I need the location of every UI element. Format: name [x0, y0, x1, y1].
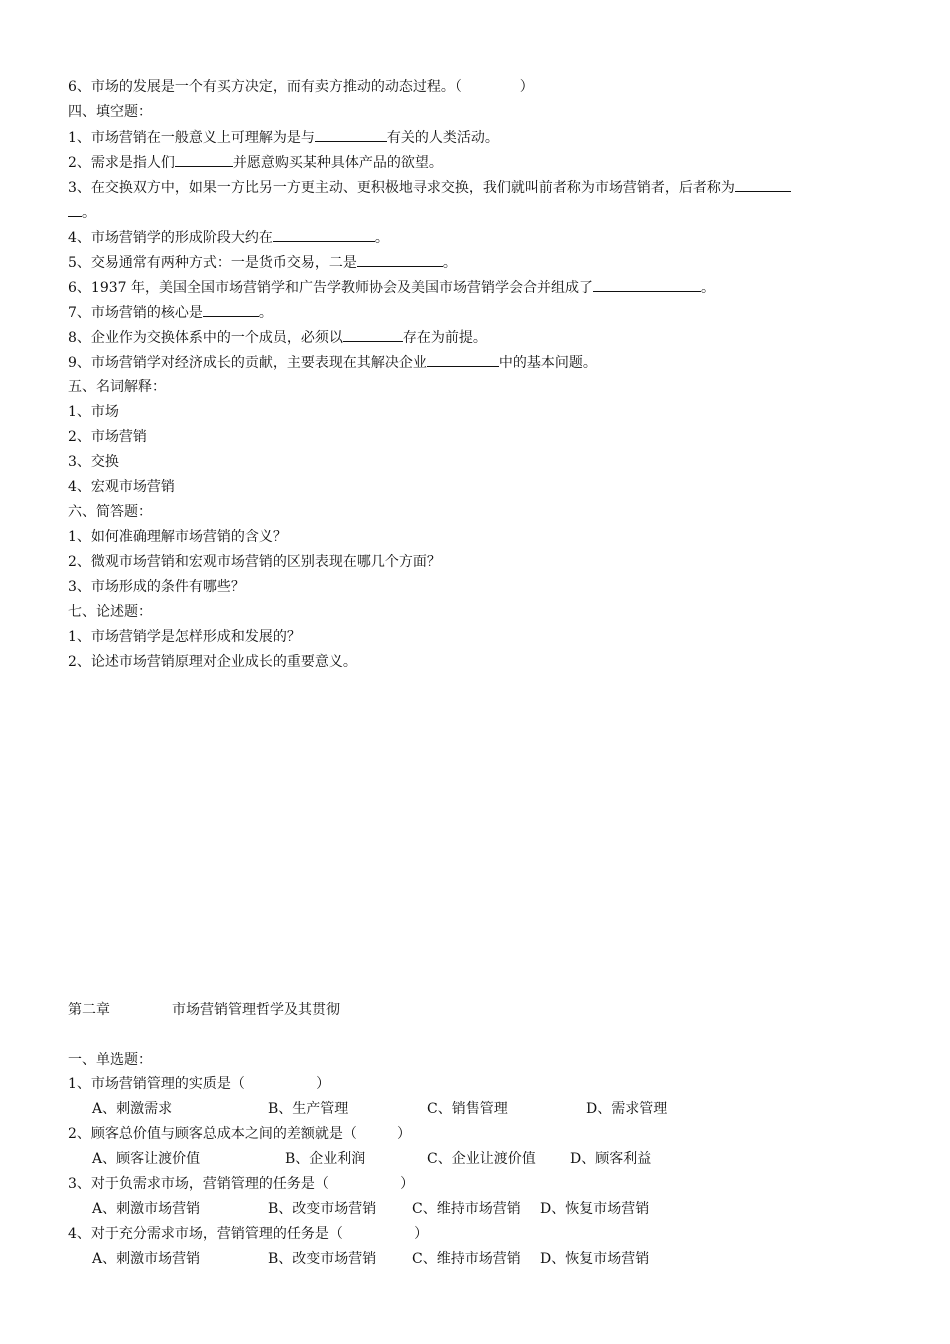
terms-section-title: 五、名词解释： [68, 379, 166, 395]
fill-text: 4、市场营销学的形成阶段大约在 [68, 230, 273, 246]
choice-option[interactable]: B、改变市场营销 [268, 1201, 377, 1217]
term-item: 3、交换 [68, 454, 119, 470]
answer-blank[interactable] [175, 152, 233, 167]
fill-question-1 [68, 127, 499, 148]
fill-text: 2、需求是指人们 [68, 155, 175, 171]
choice-option[interactable]: C、维持市场营销 [412, 1201, 521, 1217]
answer-blank[interactable] [203, 302, 259, 317]
answer-blank[interactable] [315, 127, 387, 142]
fill-question-3-continued [68, 202, 96, 223]
fill-question-4 [68, 227, 389, 248]
fill-question-7 [68, 302, 273, 323]
answer-blank[interactable] [427, 352, 499, 367]
short-answer-item: 3、市场形成的条件有哪些？ [68, 579, 245, 595]
choice-option[interactable]: C、维持市场营销 [412, 1251, 521, 1267]
answer-blank[interactable] [273, 227, 375, 242]
choice-option[interactable]: A、顾客让渡价值 [92, 1151, 201, 1167]
choice-option[interactable]: B、改变市场营销 [268, 1251, 377, 1267]
fill-text: 9、市场营销学对经济成长的贡献，主要表现在其解决企业 [68, 355, 427, 371]
short-answer-section-title: 六、简答题： [68, 504, 152, 520]
judge-question-6: 6、市场的发展是一个有买方决定，而有卖方推动的动态过程。（ ） [68, 79, 534, 95]
choice-option[interactable]: C、销售管理 [427, 1101, 508, 1117]
choice-option[interactable]: B、生产管理 [268, 1101, 349, 1117]
fill-text: 并愿意购买某种具体产品的欲望。 [232, 155, 443, 171]
choice-question-4: 4、对于充分需求市场，营销管理的任务是（ ） [68, 1226, 429, 1242]
choice-option[interactable]: B、企业利润 [285, 1151, 366, 1167]
chapter-number: 第二章 [68, 1002, 110, 1018]
fill-text: 。 [700, 280, 715, 296]
answer-blank[interactable] [735, 177, 791, 192]
fill-question-5 [68, 252, 457, 273]
fill-text: 5、交易通常有两种方式：一是货币交易，二是 [68, 255, 357, 271]
term-item: 2、市场营销 [68, 429, 147, 445]
choice-option[interactable]: D、恢复市场营销 [540, 1251, 650, 1267]
choice-question-1: 1、市场营销管理的实质是（ ） [68, 1076, 331, 1092]
fill-text: 。 [258, 305, 273, 321]
essay-item: 2、论述市场营销原理对企业成长的重要意义。 [68, 654, 357, 670]
fill-text: 6、1937 年，美国全国市场营销学和广告学教师协会及美国市场营销学会合并组成了 [68, 280, 593, 296]
fill-text: 中的基本问题。 [498, 355, 597, 371]
short-answer-item: 2、微观市场营销和宏观市场营销的区别表现在哪几个方面？ [68, 554, 441, 570]
essay-item: 1、市场营销学是怎样形成和发展的？ [68, 629, 301, 645]
choice-option[interactable]: C、企业让渡价值 [427, 1151, 536, 1167]
term-item: 1、市场 [68, 404, 119, 420]
choice-question-2: 2、顾客总价值与顾客总成本之间的差额就是（ ） [68, 1126, 411, 1142]
fill-question-6 [68, 277, 715, 298]
choice-option[interactable]: A、刺激市场营销 [92, 1201, 201, 1217]
fill-question-2 [68, 152, 443, 173]
answer-blank[interactable] [593, 277, 701, 292]
fill-text: 3、在交换双方中，如果一方比另一方更主动、更积极地寻求交换，我们就叫前者称为市场营销者，后者称为 [68, 180, 735, 196]
fill-text: 。 [442, 255, 457, 271]
fill-text: 有关的人类活动。 [386, 130, 499, 146]
fill-question-9 [68, 352, 597, 373]
fill-question-3 [68, 177, 791, 198]
choice-question-3: 3、对于负需求市场，营销管理的任务是（ ） [68, 1176, 415, 1192]
choice-option[interactable]: D、需求管理 [586, 1101, 668, 1117]
single-choice-section-title: 一、单选题： [68, 1052, 152, 1068]
fill-section-title: 四、填空题： [68, 104, 152, 120]
term-item: 4、宏观市场营销 [68, 479, 175, 495]
answer-blank[interactable] [357, 252, 443, 267]
essay-section-title: 七、论述题： [68, 604, 152, 620]
choice-option[interactable]: A、刺激市场营销 [92, 1251, 201, 1267]
short-answer-item: 1、如何准确理解市场营销的含义？ [68, 529, 287, 545]
fill-text: 。 [82, 205, 96, 221]
fill-text: 。 [374, 230, 389, 246]
fill-text: 1、市场营销在一般意义上可理解为是与 [68, 130, 315, 146]
fill-text: 存在为前提。 [402, 330, 487, 346]
fill-text: 8、企业作为交换体系中的一个成员，必须以 [68, 330, 343, 346]
chapter-title: 市场营销管理哲学及其贯彻 [172, 1002, 340, 1018]
choice-option[interactable]: A、刺激需求 [92, 1101, 173, 1117]
answer-blank[interactable] [68, 202, 82, 217]
answer-blank[interactable] [343, 327, 403, 342]
fill-text: 7、市场营销的核心是 [68, 305, 203, 321]
fill-question-8 [68, 327, 487, 348]
choice-option[interactable]: D、顾客利益 [570, 1151, 652, 1167]
choice-option[interactable]: D、恢复市场营销 [540, 1201, 650, 1217]
